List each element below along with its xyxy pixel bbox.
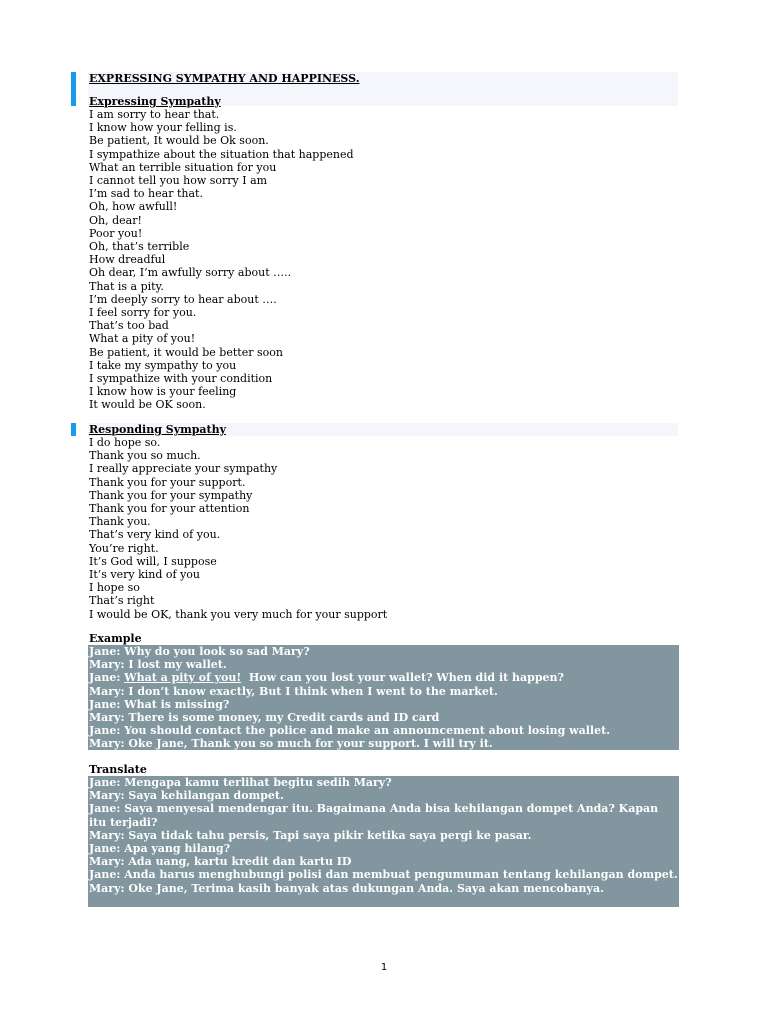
list-item: Oh, dear!: [89, 213, 142, 227]
list-item: I’m deeply sorry to hear about ….: [89, 292, 277, 306]
dialog-line: Jane: Anda harus menghubungi polisi dan membuat pengumuman tentang kehilangan dompet.: [89, 868, 678, 882]
dialog-line: Jane: What is missing?: [89, 697, 230, 711]
underlined-phrase: What a pity of you!: [124, 671, 242, 685]
list-item: Oh dear, I’m awfully sorry about …..: [89, 266, 292, 280]
list-item: I cannot tell you how sorry I am: [89, 174, 268, 188]
responding-list: [89, 436, 387, 621]
list-item: What an terrible situation for you: [89, 160, 277, 174]
list-item: What a pity of you!: [89, 332, 196, 346]
list-item: I sympathize about the situation that happened: [89, 147, 354, 161]
list-item: That’s too bad: [89, 319, 169, 333]
list-item: I do hope so.: [89, 436, 161, 449]
dialog-line: Jane: Why do you look so sad Mary?: [89, 645, 310, 658]
list-item: How dreadful: [89, 253, 166, 267]
document-title: EXPRESSING SYMPATHY AND HAPPINESS.: [89, 72, 360, 85]
dialog-line: Jane: Mengapa kamu terlihat begitu sedih Mary?: [89, 776, 392, 789]
dialog-line: Mary: I don’t know exactly, But I think when I went to the market.: [89, 684, 498, 698]
list-item: Thank you so much.: [89, 449, 201, 463]
list-item: It’s very kind of you: [89, 568, 201, 582]
expressing-heading: Expressing Sympathy: [89, 95, 221, 108]
heading-marker-bar: [71, 423, 76, 436]
list-item: It would be OK soon.: [89, 398, 206, 412]
list-item: I hope so: [89, 581, 140, 595]
heading-marker-bar: [71, 72, 76, 106]
dialog-line: Mary: Oke Jane, Thank you so much for your support. I will try it.: [89, 737, 493, 751]
expressing-list: [89, 108, 354, 412]
list-item: Oh, how awfull!: [89, 200, 178, 214]
list-item: I’m sad to hear that.: [89, 187, 203, 201]
dialog-line: Jane: Saya menyesal mendengar itu. Bagaimana Anda bisa kehilangan dompet Anda? Kapan itu terjadi?: [89, 802, 659, 829]
list-item: I know how your felling is.: [89, 121, 237, 135]
list-item: Thank you.: [89, 515, 151, 529]
list-item: It’s God will, I suppose: [89, 554, 217, 568]
dialog-line: [88, 671, 679, 684]
list-item: That is a pity.: [89, 279, 164, 293]
list-item: I take my sympathy to you: [89, 358, 237, 372]
list-item: I am sorry to hear that.: [89, 108, 220, 121]
dialog-line: Mary: Ada uang, kartu kredit dan kartu ID: [89, 855, 352, 869]
example-heading: Example: [89, 632, 142, 645]
dialog-line: Mary: Saya tidak tahu persis, Tapi saya pikir ketika saya pergi ke pasar.: [89, 828, 532, 842]
list-item: Oh, that’s terrible: [89, 240, 190, 254]
dialog-line: Jane: You should contact the police and make an announcement about losing wallet.: [89, 724, 611, 738]
translate-heading: Translate: [89, 763, 147, 776]
list-item: I know how is your feeling: [89, 385, 237, 399]
list-item: I would be OK, thank you very much for your support: [89, 607, 388, 621]
list-item: Poor you!: [89, 226, 143, 240]
list-item: Thank you for your support.: [89, 475, 246, 489]
responding-heading: Responding Sympathy: [89, 423, 227, 436]
list-item: I really appreciate your sympathy: [89, 462, 278, 476]
translate-dialog-box: [88, 776, 679, 907]
dialog-line: Mary: Saya kehilangan dompet.: [89, 789, 284, 803]
list-item: Be patient, it would be better soon: [89, 345, 283, 359]
dialog-line: Mary: There is some money, my Credit cards and ID card: [89, 711, 440, 725]
dialog-speaker: Jane:: [89, 671, 125, 685]
list-item: I sympathize with your condition: [89, 372, 273, 386]
dialog-line: Mary: Oke Jane, Terima kasih banyak atas dukungan Anda. Saya akan mencobanya.: [89, 881, 604, 895]
list-item: Thank you for your attention: [89, 502, 250, 516]
list-item: Be patient, It would be Ok soon.: [89, 134, 269, 148]
list-item: I feel sorry for you.: [89, 306, 197, 320]
page-number: 1: [380, 962, 388, 973]
dialog-line: Jane: Apa yang hilang?: [89, 842, 231, 856]
list-item: That’s right: [89, 594, 155, 608]
list-item: That’s very kind of you.: [89, 528, 221, 542]
list-item: Thank you for your sympathy: [89, 488, 253, 502]
dialog-text: How can you lost your wallet? When did it happen?: [241, 671, 564, 685]
dialog-line: Mary: I lost my wallet.: [89, 658, 227, 672]
example-dialog-box: [88, 645, 679, 750]
list-item: You’re right.: [89, 541, 159, 555]
